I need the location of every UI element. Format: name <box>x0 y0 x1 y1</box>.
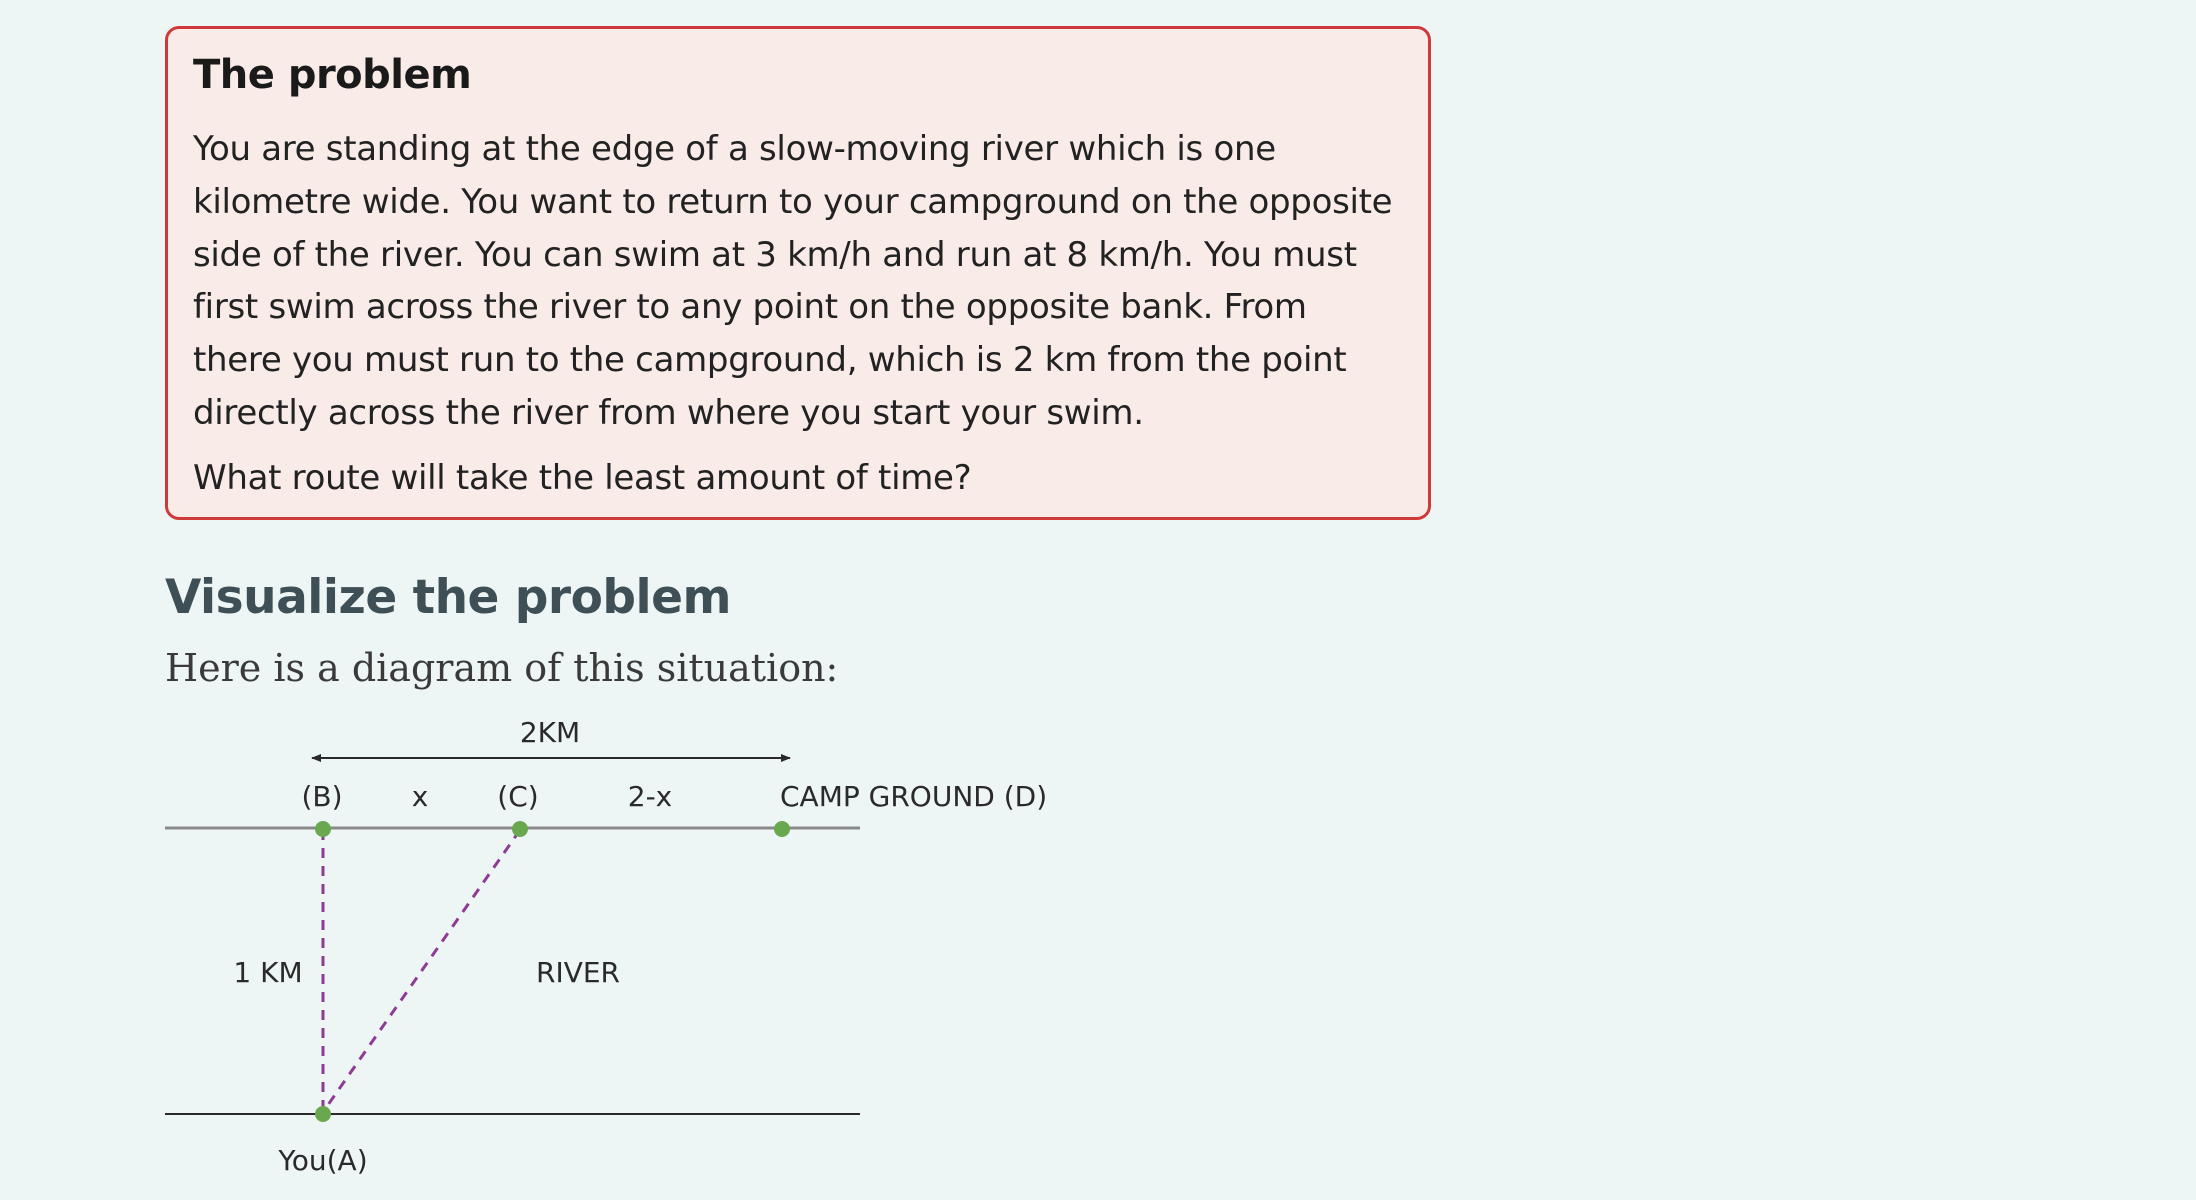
swim-path-diagonal <box>323 830 520 1112</box>
river-label: RIVER <box>535 956 621 989</box>
problem-question: What route will take the least amount of time? <box>193 457 972 498</box>
point-d <box>774 821 790 837</box>
problem-title: The problem <box>193 52 472 98</box>
you-label: You(A) <box>278 1144 368 1177</box>
point-c-label: (C) <box>497 780 539 813</box>
river-width-label: 1 KM <box>233 956 303 989</box>
point-b <box>315 821 331 837</box>
point-c <box>512 821 528 837</box>
two-minus-x-label: 2-x <box>627 780 673 813</box>
x-label: x <box>411 780 429 813</box>
section-intro: Here is a diagram of this situation: <box>165 646 839 690</box>
problem-text: You are standing at the edge of a slow-moving river which is one kilometre wide. You want to return to your campground on the opposite side of the river. You can swim at 3 km/h and run at 8 km/h. You must first swim across the river to any point on the opposite bank. From there you must run to the campground, which is 2 km from the point directly across the river from where you start your swim. <box>193 129 1393 433</box>
section-heading: Visualize the problem <box>165 570 732 625</box>
campground-label: CAMP GROUND (D) <box>780 780 1048 813</box>
point-a <box>315 1106 331 1122</box>
width-label: 2KM <box>519 716 581 749</box>
point-b-label: (B) <box>301 780 343 813</box>
